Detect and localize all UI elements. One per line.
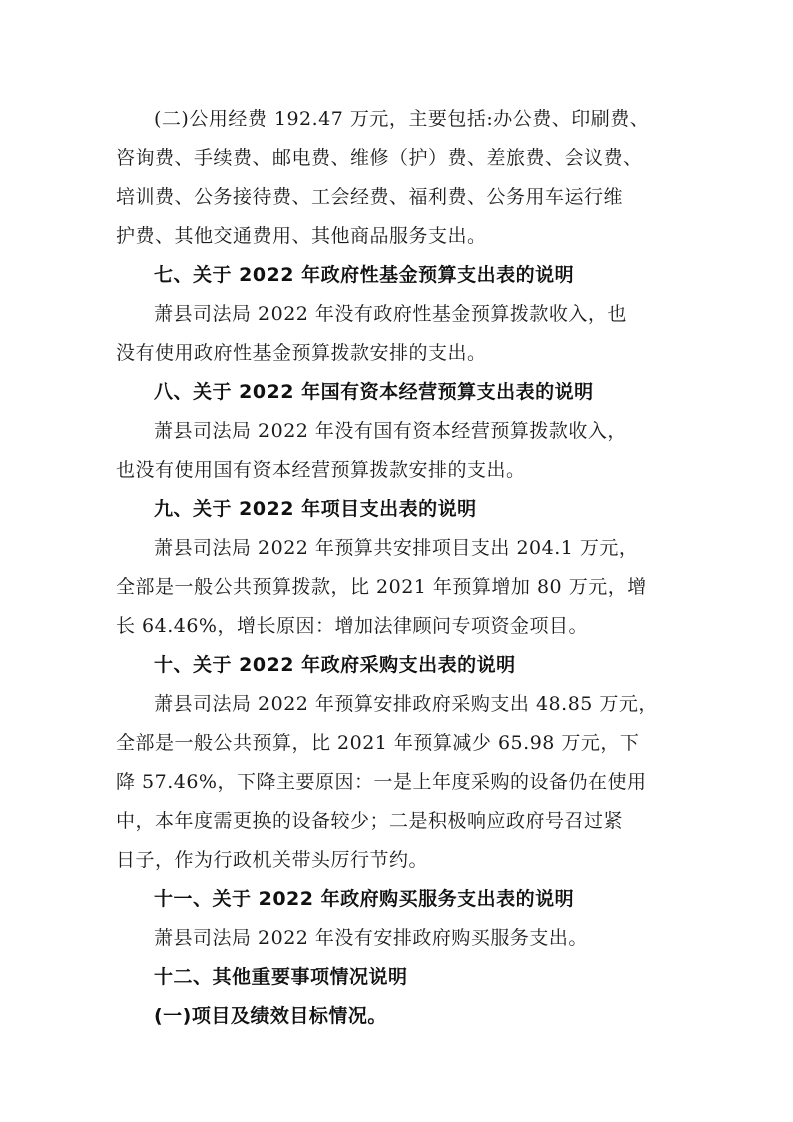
section10-paragraph <box>116 685 676 880</box>
text-line: 日子，作为行政机关带头厉行节约。 <box>116 849 429 871</box>
section9-heading: 九、关于 2022 年项目支出表的说明 <box>154 498 477 520</box>
section11-paragraph <box>116 919 676 958</box>
text-line: 培训费、公务接待费、工会经费、福利费、公务用车运行维 <box>116 186 624 208</box>
section8-heading: 八、关于 2022 年国有资本经营预算支出表的说明 <box>154 381 594 403</box>
section10-heading: 十、关于 2022 年政府采购支出表的说明 <box>154 654 516 676</box>
section12-heading: 十二、其他重要事项情况说明 <box>154 966 408 988</box>
text-line: 咨询费、手续费、邮电费、维修（护）费、差旅费、会议费、 <box>116 147 643 169</box>
text-line: (二)公用经费 192.47 万元，主要包括:办公费、印刷费、 <box>154 108 650 130</box>
text-line: 萧县司法局 2022 年没有国有资本经营预算拨款收入， <box>154 420 627 442</box>
section9-paragraph <box>116 529 676 646</box>
section7-heading: 七、关于 2022 年政府性基金预算支出表的说明 <box>154 264 575 286</box>
text-line: 也没有使用国有资本经营预算拨款安排的支出。 <box>116 459 526 481</box>
text-line: 萧县司法局 2022 年预算共安排项目支出 204.1 万元， <box>154 537 639 559</box>
text-line: 没有使用政府性基金预算拨款安排的支出。 <box>116 342 487 364</box>
section12-sub-heading: (一)项目及绩效目标情况。 <box>154 1005 387 1027</box>
text-line: 萧县司法局 2022 年没有安排政府购买服务支出。 <box>154 927 588 949</box>
text-line: 全部是一般公共预算拨款，比 2021 年预算增加 80 万元，增 <box>116 576 647 598</box>
section8-paragraph <box>116 412 676 490</box>
text-line: 全部是一般公共预算，比 2021 年预算减少 65.98 万元，下 <box>116 732 640 754</box>
text-line: 降 57.46%，下降主要原因：一是上年度采购的设备仍在使用 <box>116 771 647 793</box>
text-line: 萧县司法局 2022 年没有政府性基金预算拨款收入，也 <box>154 303 627 325</box>
section7-paragraph <box>116 295 676 373</box>
public-funds-paragraph <box>116 100 676 256</box>
text-line: 萧县司法局 2022 年预算安排政府采购支出 48.85 万元， <box>154 693 658 715</box>
text-line: 护费、其他交通费用、其他商品服务支出。 <box>116 225 487 247</box>
text-line: 中，本年度需更换的设备较少；二是积极响应政府号召过紧 <box>116 810 624 832</box>
document-content <box>116 100 676 1036</box>
text-line: 长 64.46%，增长原因：增加法律顾问专项资金项目。 <box>116 615 588 637</box>
section11-heading: 十一、关于 2022 年政府购买服务支出表的说明 <box>154 888 575 910</box>
